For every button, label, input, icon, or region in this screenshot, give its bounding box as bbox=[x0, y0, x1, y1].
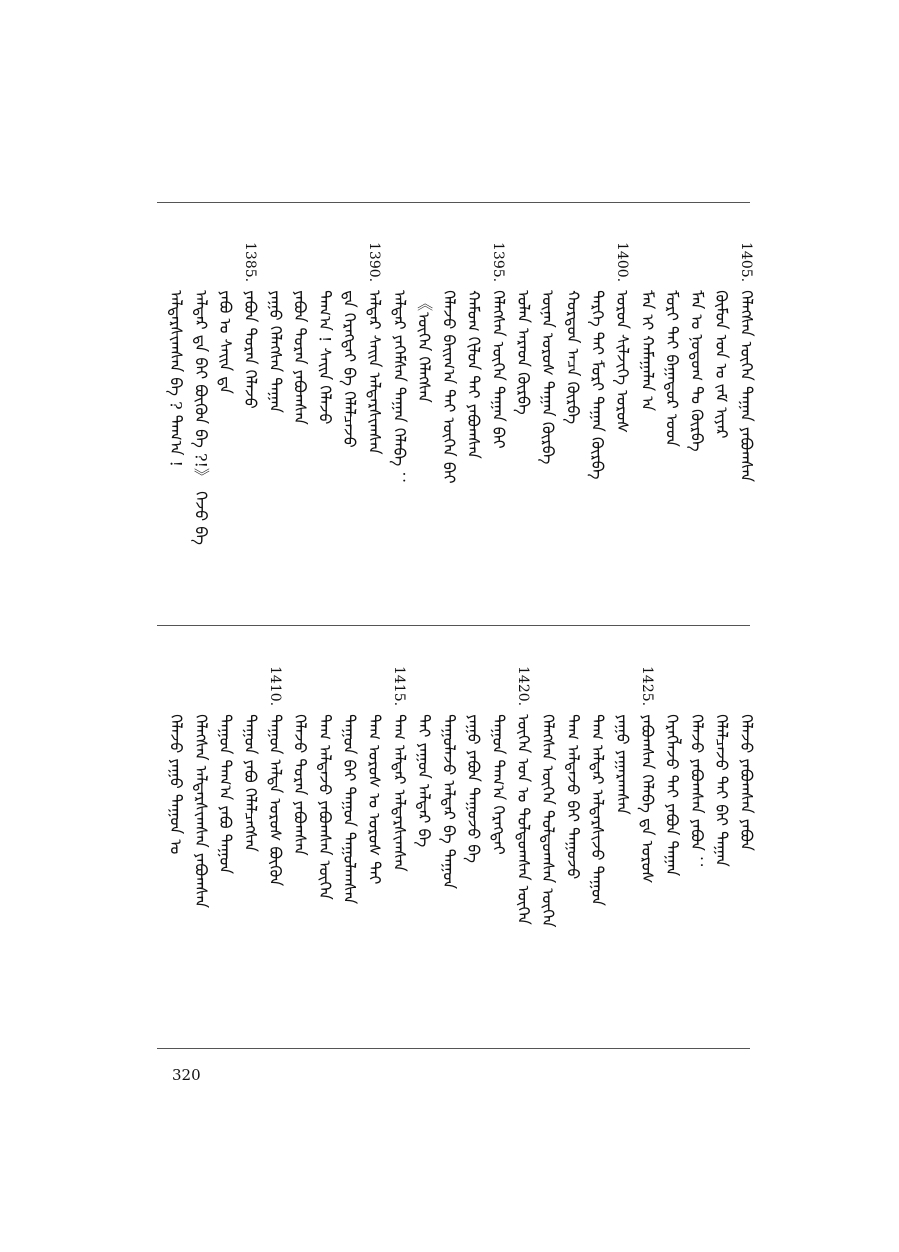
verse-line bbox=[513, 242, 533, 415]
verse-text: ᠶᠠᠪᠤᠨ ᠳᠤᠷᠠᠨ ᠶᠠᠪᠤᠭᠰᠠᠨ bbox=[290, 290, 310, 425]
verse-text: ᠳᠠᠭ ᠠᠯᠳᠠᠵᠦ ᠪᠠᠢ ᠳᠠᠭᠤᠵᠦ bbox=[563, 714, 583, 880]
verse-text: ᠬᠡᠯᠡᠭᠰᠡᠨ ᠦᠭᠡᠨ ᠳᠠᠭᠠᠨ ᠪᠠᠢ bbox=[489, 290, 508, 449]
verse-text: ᠤᠯᠠᠨ ᠠᠷᠠᠳ ᠬᠦᠷᠪᠡ bbox=[513, 290, 533, 415]
verse-line bbox=[339, 666, 359, 904]
verse-text: ᠬᠡᠯᠡᠵᠦ ᠶᠠᠭᠤ ᠳᠠᠭᠤᠨ ᠤ bbox=[166, 714, 186, 855]
verse-line bbox=[463, 666, 483, 863]
verse-text: ᠬᠡᠯᠡᠭᠰᠡᠨ ᠦᠭᠡᠨ ᠳᠠᠭᠠᠨ ᠶᠠᠪᠤᠭᠰᠠᠨ bbox=[737, 290, 756, 483]
verse-line bbox=[414, 666, 434, 847]
verse-text: ᠳᠠᠭ ᠠᠯᠳᠠᠷ ᠠᠯᠳᠠᠷᠰᠢᠭᠰᠠᠨ bbox=[389, 714, 409, 872]
verse-text: ᠳᠠᠭᠤᠨ ᠶᠠᠪᠤ ᠬᠡᠯᠡᠯᠴᠡᠭᠰᠡᠨ bbox=[241, 714, 260, 852]
verse-text: ᠲᠡᠷᠭᠡ ᠲᠠᠢ ᠮᠣᠷᠢ ᠳᠠᠭᠠᠨ ᠬᠦᠷᠪᠡ bbox=[588, 290, 608, 480]
verse-text: ᠬᠦᠮᠦᠨ ᠤᠨ ᠤ ᠵᠠᠮ ᠢᠶᠠᠷ bbox=[712, 290, 732, 439]
verse-text: ᠳᠠᠭ ᠤᠷᠤᠰ ᠣ ᠤᠷᠤᠰ ᠳᠠᠢ bbox=[365, 714, 384, 885]
verse-text: ᠶᠠᠭᠤ ᠶᠠᠭᠠᠷᠠᠭᠰᠠᠨ bbox=[613, 714, 632, 815]
verse-line bbox=[637, 242, 657, 411]
verse-line bbox=[587, 666, 607, 906]
verse-line bbox=[314, 666, 334, 900]
verse-line bbox=[215, 666, 235, 874]
verse-text: ᠠᠯᠳᠠᠷ ᠳᠠ ᠪᠠᠢ ᠪᠦᠬᠦᠨ ᠪᠠ ?!》 ᠭᠡᠵᠦ ᠪᠠ bbox=[191, 290, 211, 545]
line-number: 1415. bbox=[390, 666, 407, 707]
verse-line bbox=[166, 666, 186, 854]
page-number: 320 bbox=[172, 1066, 201, 1084]
verse-text: ᠬᠤᠷᠳᠤᠨ ᠠᠴᠠ ᠬᠦᠷᠪᠡ bbox=[563, 290, 583, 425]
text-block-upper bbox=[157, 242, 756, 612]
verse-text: ᠠᠯᠳᠠᠷ ᠶᠡᠬᠡᠮᠰᠡᠨ ᠳᠠᠭᠠᠨ ᠬᠡᠯᠡᠪᠡ ： bbox=[389, 290, 409, 488]
verse-text: ᠶᠠᠭᠤ ᠬᠡᠯᠡᠭᠰᠡᠨ ᠳᠠᠭᠠᠨ bbox=[265, 290, 285, 413]
verse-text: ᠬᠠᠮᠤᠭ ᠬᠢᠯᠦᠨ ᠲᠠᠢ ᠶᠠᠪᠤᠭᠰᠠᠨ bbox=[464, 290, 484, 459]
line-number: 1420. bbox=[514, 666, 531, 707]
verse-line bbox=[562, 666, 582, 879]
verse-text: ᠳᠠᠭᠤᠨ ᠳᠠᠭ᠎ᠠ ᠬᠡᠷᠡᠭᠲᠡᠢ bbox=[489, 714, 508, 855]
verse-text: ᠬᠡᠯᠡᠯᠴᠡᠵᠦ ᠲᠠᠢ ᠪᠠᠢ ᠳᠠᠭᠠᠨ bbox=[712, 714, 732, 867]
line-number: 1395. bbox=[490, 242, 506, 283]
verse-text: ᠳᠠᠭᠤᠨ ᠪᠠᠢ ᠳᠠᠭᠤᠨ ᠳᠠᠭᠤᠯᠠᠭᠰᠠᠨ bbox=[340, 714, 360, 905]
middle-rule bbox=[157, 625, 750, 626]
verse-text: ᠬᠡᠯᠡᠭᠰᠡᠨ ᠠᠯᠳᠠᠷᠰᠢᠭᠰᠠᠨ ᠶᠠᠪᠤᠭᠰᠠᠨ bbox=[191, 714, 211, 909]
verse-line bbox=[538, 666, 558, 927]
line-number: 1400. bbox=[614, 242, 630, 283]
verse-line bbox=[314, 242, 334, 424]
verse-line bbox=[463, 242, 483, 459]
verse-line bbox=[538, 242, 558, 464]
verse-text: ᠬᠡᠷᠡᠭᠯᠡᠵᠦ ᠲᠠᠢ ᠶᠠᠪᠤᠨ ᠳᠠᠭᠠᠨ bbox=[662, 714, 682, 877]
verse-text: ᠳᠠᠭᠤᠨ ᠠᠯᠳᠠ ᠤᠷᠤᠰ ᠪᠦᠬᠦᠨ bbox=[265, 714, 285, 887]
line-number: 1385. bbox=[242, 242, 258, 283]
verse-line bbox=[414, 242, 434, 403]
verse-line bbox=[265, 242, 285, 413]
line-number: 1410. bbox=[266, 666, 283, 707]
verse-line bbox=[711, 242, 731, 439]
verse-line bbox=[389, 666, 409, 872]
verse-text: ᠤᠷᠤᠨ ᠰᠢᠯᠵᠢᠭᠡ ᠤᠷᠤᠰ bbox=[613, 290, 632, 434]
verse-text: ᠳᠠᠢ ᠶᠠᠭᠤᠨ ᠠᠯᠳᠠᠷ ᠪᠠ bbox=[414, 714, 434, 848]
verse-text: ᠶᠠᠪᠤᠭᠰᠠᠨ ᠬᠡᠯᠡᠪᠡ ᠳᠠ ᠤᠷᠤᠰ bbox=[637, 714, 657, 884]
verse-line bbox=[364, 242, 384, 455]
verse-text: ᠮᠣᠷᠢ ᠲᠠᠢ ᠪᠠᠭᠠᠲᠤᠷ ᠤᠳ bbox=[662, 290, 682, 447]
verse-line bbox=[662, 242, 682, 447]
verse-line bbox=[488, 666, 508, 855]
verse-text: ᠠᠯᠳᠠᠷᠰᠢᠭᠰᠠᠨ ᠪᠠ ? ᠳᠠᠭ᠎ᠠ ! bbox=[166, 290, 186, 467]
verse-line bbox=[736, 666, 756, 851]
verse-line bbox=[215, 242, 235, 394]
verse-line bbox=[637, 666, 657, 884]
text-block-lower bbox=[157, 666, 756, 1036]
verse-line bbox=[240, 242, 260, 409]
verse-line bbox=[711, 666, 731, 867]
verse-text: ᠦᠭᠡᠨ ᠤᠨ ᠤ ᠳᠤᠯᠳᠤᠭᠰᠠᠨ ᠦᠭᠡᠨ bbox=[513, 714, 533, 925]
verse-line bbox=[364, 666, 384, 884]
verse-line bbox=[166, 242, 186, 467]
verse-text: ᠬᠡᠯᠡᠭᠰᠡᠨ ᠦᠭᠡᠨ ᠳᠤᠯᠳᠤᠭᠰᠠᠨ ᠦᠭᠡᠨ bbox=[538, 714, 558, 928]
verse-line bbox=[662, 666, 682, 876]
verse-line bbox=[513, 666, 533, 925]
verse-text: ᠦᠨᠡᠨ ᠤᠷᠤᠰ ᠳᠠᠭᠠᠨ ᠬᠦᠷᠪᠡ bbox=[538, 290, 558, 465]
verse-text: ᠳᠠᠭ ᠠᠯᠳᠠᠵᠦ ᠶᠠᠪᠤᠭᠰᠠᠨ ᠦᠭᠡᠨ bbox=[315, 714, 335, 900]
bottom-rule bbox=[157, 1048, 750, 1049]
line-number: 1390. bbox=[366, 242, 382, 283]
verse-text: ᠳᠠᠭᠤᠯᠠᠵᠦ ᠠᠯᠳᠠᠷ ᠪᠠ ᠳᠠᠭᠤᠨ bbox=[439, 714, 459, 890]
verse-line bbox=[562, 242, 582, 424]
verse-line bbox=[612, 666, 632, 815]
verse-line bbox=[240, 666, 260, 852]
verse-line bbox=[265, 666, 285, 886]
verse-line bbox=[438, 666, 458, 889]
verse-text: ᠳᠠᠭ ᠠᠯᠳᠠᠷ ᠠᠯᠳᠠᠷᠰᠢᠵᠦ ᠳᠠᠭᠤᠨ bbox=[588, 714, 608, 907]
verse-line bbox=[587, 242, 607, 480]
verse-text: ᠶᠠᠪᠤ ᠣ ᠰᠠᠢᠨ ᠳᠠ bbox=[216, 290, 236, 394]
verse-line bbox=[290, 666, 310, 856]
verse-text: ᠳᠠᠭ᠎ᠠ ! ᠰᠠᠢᠨ ᠬᠡᠯᠡᠵᠦ bbox=[315, 290, 335, 425]
verse-line bbox=[736, 242, 756, 482]
line-number: 1425. bbox=[638, 666, 655, 707]
verse-line bbox=[438, 242, 458, 484]
verse-text: ᠳᠠ ᠬᠡᠷᠡᠭᠲᠡᠢ ᠪᠠ ᠬᠡᠯᠡᠯᠴᠡᠵᠦ bbox=[340, 290, 360, 448]
verse-text: ᠶᠠᠭᠤ ᠶᠠᠪᠤᠨ ᠳᠠᠭᠤᠵᠦ ᠪᠠ bbox=[464, 714, 484, 864]
verse-line bbox=[686, 242, 706, 452]
verse-text: ᠠᠯᠳᠠᠷ ᠰᠠᠢᠨ ᠠᠯᠳᠠᠷᠰᠢᠭᠰᠠᠨ bbox=[365, 290, 384, 455]
verse-line bbox=[686, 666, 706, 872]
verse-text: ᠬᠡᠯᠡᠵᠦ ᠪᠠᠢᠭ᠎ᠠ ᠲᠠᠢ ᠦᠭᠡᠨ ᠪᠠᠢ bbox=[439, 290, 459, 484]
verse-text: ᠮᠠᠨ ᠤ ᠨᠤᠲᠤᠭ ᠲᠤ ᠬᠦᠷᠪᠡ bbox=[687, 290, 707, 452]
verse-line bbox=[612, 242, 632, 433]
verse-line bbox=[190, 242, 210, 545]
verse-text: ᠬᠡᠯᠡᠵᠦ ᠳᠤᠷᠠᠨ ᠶᠠᠪᠤᠭᠰᠠᠨ bbox=[290, 714, 310, 856]
verse-line bbox=[488, 242, 508, 449]
verse-text: ᠳᠠᠭᠤᠨ ᠳᠠᠭ᠎ᠠ ᠶᠠᠪᠤ ᠳᠠᠭᠤᠨ bbox=[216, 714, 236, 875]
verse-line bbox=[190, 666, 210, 908]
verse-text: ᠬᠡᠯᠡᠵᠦ ᠶᠠᠪᠤᠭᠰᠠᠨ ᠶᠠᠪᠤᠨ ： bbox=[687, 714, 707, 873]
verse-text: ᠬᠡᠯᠡᠵᠦ ᠶᠠᠪᠤᠭᠰᠠᠨ ᠶᠠᠪᠤᠨ bbox=[737, 714, 756, 851]
verse-text: ᠶᠠᠪᠤᠨ ᠳᠤᠷᠠᠨ ᠬᠡᠯᠡᠵᠦ bbox=[241, 290, 260, 409]
verse-line bbox=[290, 242, 310, 425]
verse-line bbox=[389, 242, 409, 487]
line-number: 1405. bbox=[738, 242, 754, 283]
verse-text: ᠮᠠᠨ ᠢ ᠬᠠᠮᠠᠭᠠᠯᠠᠨ ᠠ bbox=[637, 290, 657, 412]
verse-text: 《ᠦᠭᠡᠨ ᠬᠡᠯᠡᠭᠰᠡᠨ bbox=[414, 295, 434, 403]
top-rule bbox=[157, 202, 750, 203]
verse-line bbox=[339, 242, 359, 448]
